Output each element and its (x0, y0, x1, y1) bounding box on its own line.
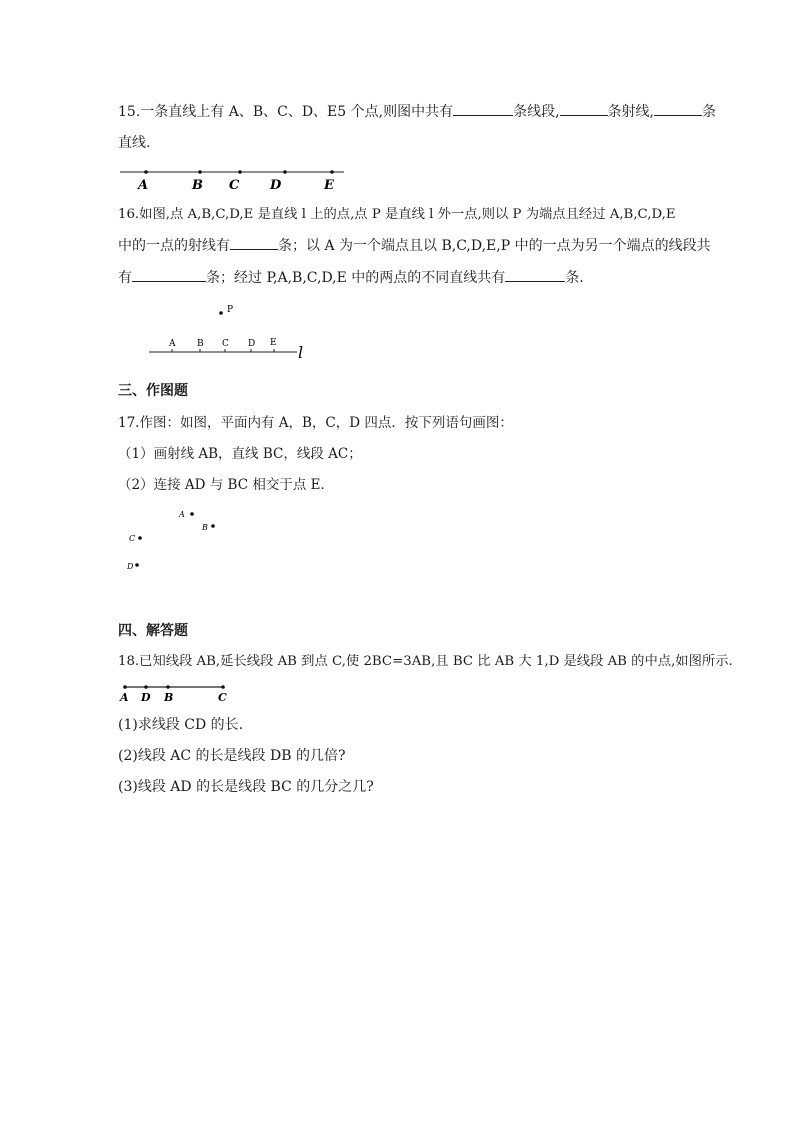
q16-line3 (118, 267, 584, 288)
q17-point-b (211, 524, 215, 528)
q17-label-a: A (179, 510, 185, 519)
q18-sub3: (3)线段 AD 的长是线段 BC 的几分之几? (118, 779, 374, 795)
q16-label-e: E (270, 338, 277, 348)
q17-label-b: B (202, 523, 208, 532)
q15-point-c (238, 170, 242, 174)
q16-point-p (219, 311, 223, 315)
q17-point-c (138, 536, 142, 540)
q15-blank-lines (654, 101, 702, 116)
q18-sub2: (2)线段 AC 的长是线段 DB 的几倍? (118, 748, 346, 764)
q16-text-3c: 条. (565, 270, 584, 286)
q15-blank-segments (453, 101, 513, 116)
q17-label-d: D (127, 562, 134, 571)
q18-label-b: B (164, 691, 174, 704)
q15-point-d (283, 170, 287, 174)
q15-text-3: 条射线, (607, 104, 654, 120)
q15-line2: 直线. (118, 135, 151, 151)
q17-point-d (135, 563, 139, 567)
q18-point-d (144, 685, 148, 689)
q16-blank-rays (230, 235, 278, 250)
q18-label-a: A (120, 691, 129, 704)
q16-text-2a: 中的一点的射线有 (118, 238, 230, 254)
q15-label-e: E (324, 178, 334, 193)
q16-figure (145, 298, 325, 368)
q16-line1: 16.如图,点 A,B,C,D,E 是直线 l 上的点,点 P 是直线 l 外一点,则以 P 为端点且经过 A,B,C,D,E (118, 207, 676, 222)
section-4-title: 四、解答题 (118, 623, 188, 639)
q16-label-a: A (169, 339, 176, 349)
q15-figure (118, 164, 358, 194)
q15-text-2: 条线段, (513, 104, 560, 120)
q18-point-b (166, 685, 170, 689)
q16-blank-lines (505, 267, 565, 282)
q15-text-1: 15.一条直线上有 A、B、C、D、E5 个点,则图中共有 (118, 104, 454, 120)
q18-sub1: (1)求线段 CD 的长. (118, 717, 244, 733)
q16-label-p: P (227, 305, 234, 315)
q18-line1: 18.已知线段 AB,延长线段 AB 到点 C,使 2BC=3AB,且 BC 比 AB 大 1,D 是线段 AB 的中点,如图所示. (118, 654, 733, 669)
q16-label-l: l (298, 343, 304, 362)
q15-point-b (198, 170, 202, 174)
q18-figure (120, 680, 240, 706)
q15-label-a: A (138, 178, 149, 193)
section-3-title: 三、作图题 (118, 383, 188, 399)
q15-text-4: 条 (701, 104, 716, 120)
q15-point-e (330, 170, 334, 174)
q18-label-d: D (141, 691, 151, 704)
q16-label-d: D (248, 339, 256, 349)
q16-line2 (118, 235, 711, 256)
q18-label-c: C (218, 691, 227, 704)
q17-item2: （2）连接 AD 与 BC 相交于点 E． (118, 477, 334, 493)
q16-text-3a: 有 (118, 270, 132, 286)
q17-item1: （1）画射线 AB，直线 BC，线段 AC； (118, 446, 362, 462)
q17-point-a (190, 512, 194, 516)
q15-point-a (144, 170, 148, 174)
q18-point-a (123, 685, 127, 689)
q16-text-3b: 条；经过 P,A,B,C,D,E 中的两点的不同直线共有 (206, 270, 506, 286)
q16-label-b: B (197, 339, 204, 349)
q16-text-2b: 条；以 A 为一个端点且以 B,C,D,E,P 中的一点为另一个端点的线段共 (278, 238, 711, 254)
q15-label-d: D (270, 178, 282, 193)
q15-line1 (118, 101, 716, 122)
q16-blank-segments (132, 267, 206, 282)
q17-figure (125, 505, 235, 575)
q17-label-c: C (129, 534, 136, 543)
q15-label-b: B (192, 178, 203, 193)
q17-line1: 17.作图：如图，平面内有 A，B，C，D 四点．按下列语句画图： (118, 415, 513, 431)
q15-blank-rays (560, 101, 608, 116)
q16-label-c: C (222, 339, 229, 349)
q18-point-c (221, 685, 225, 689)
q15-label-c: C (229, 178, 240, 193)
